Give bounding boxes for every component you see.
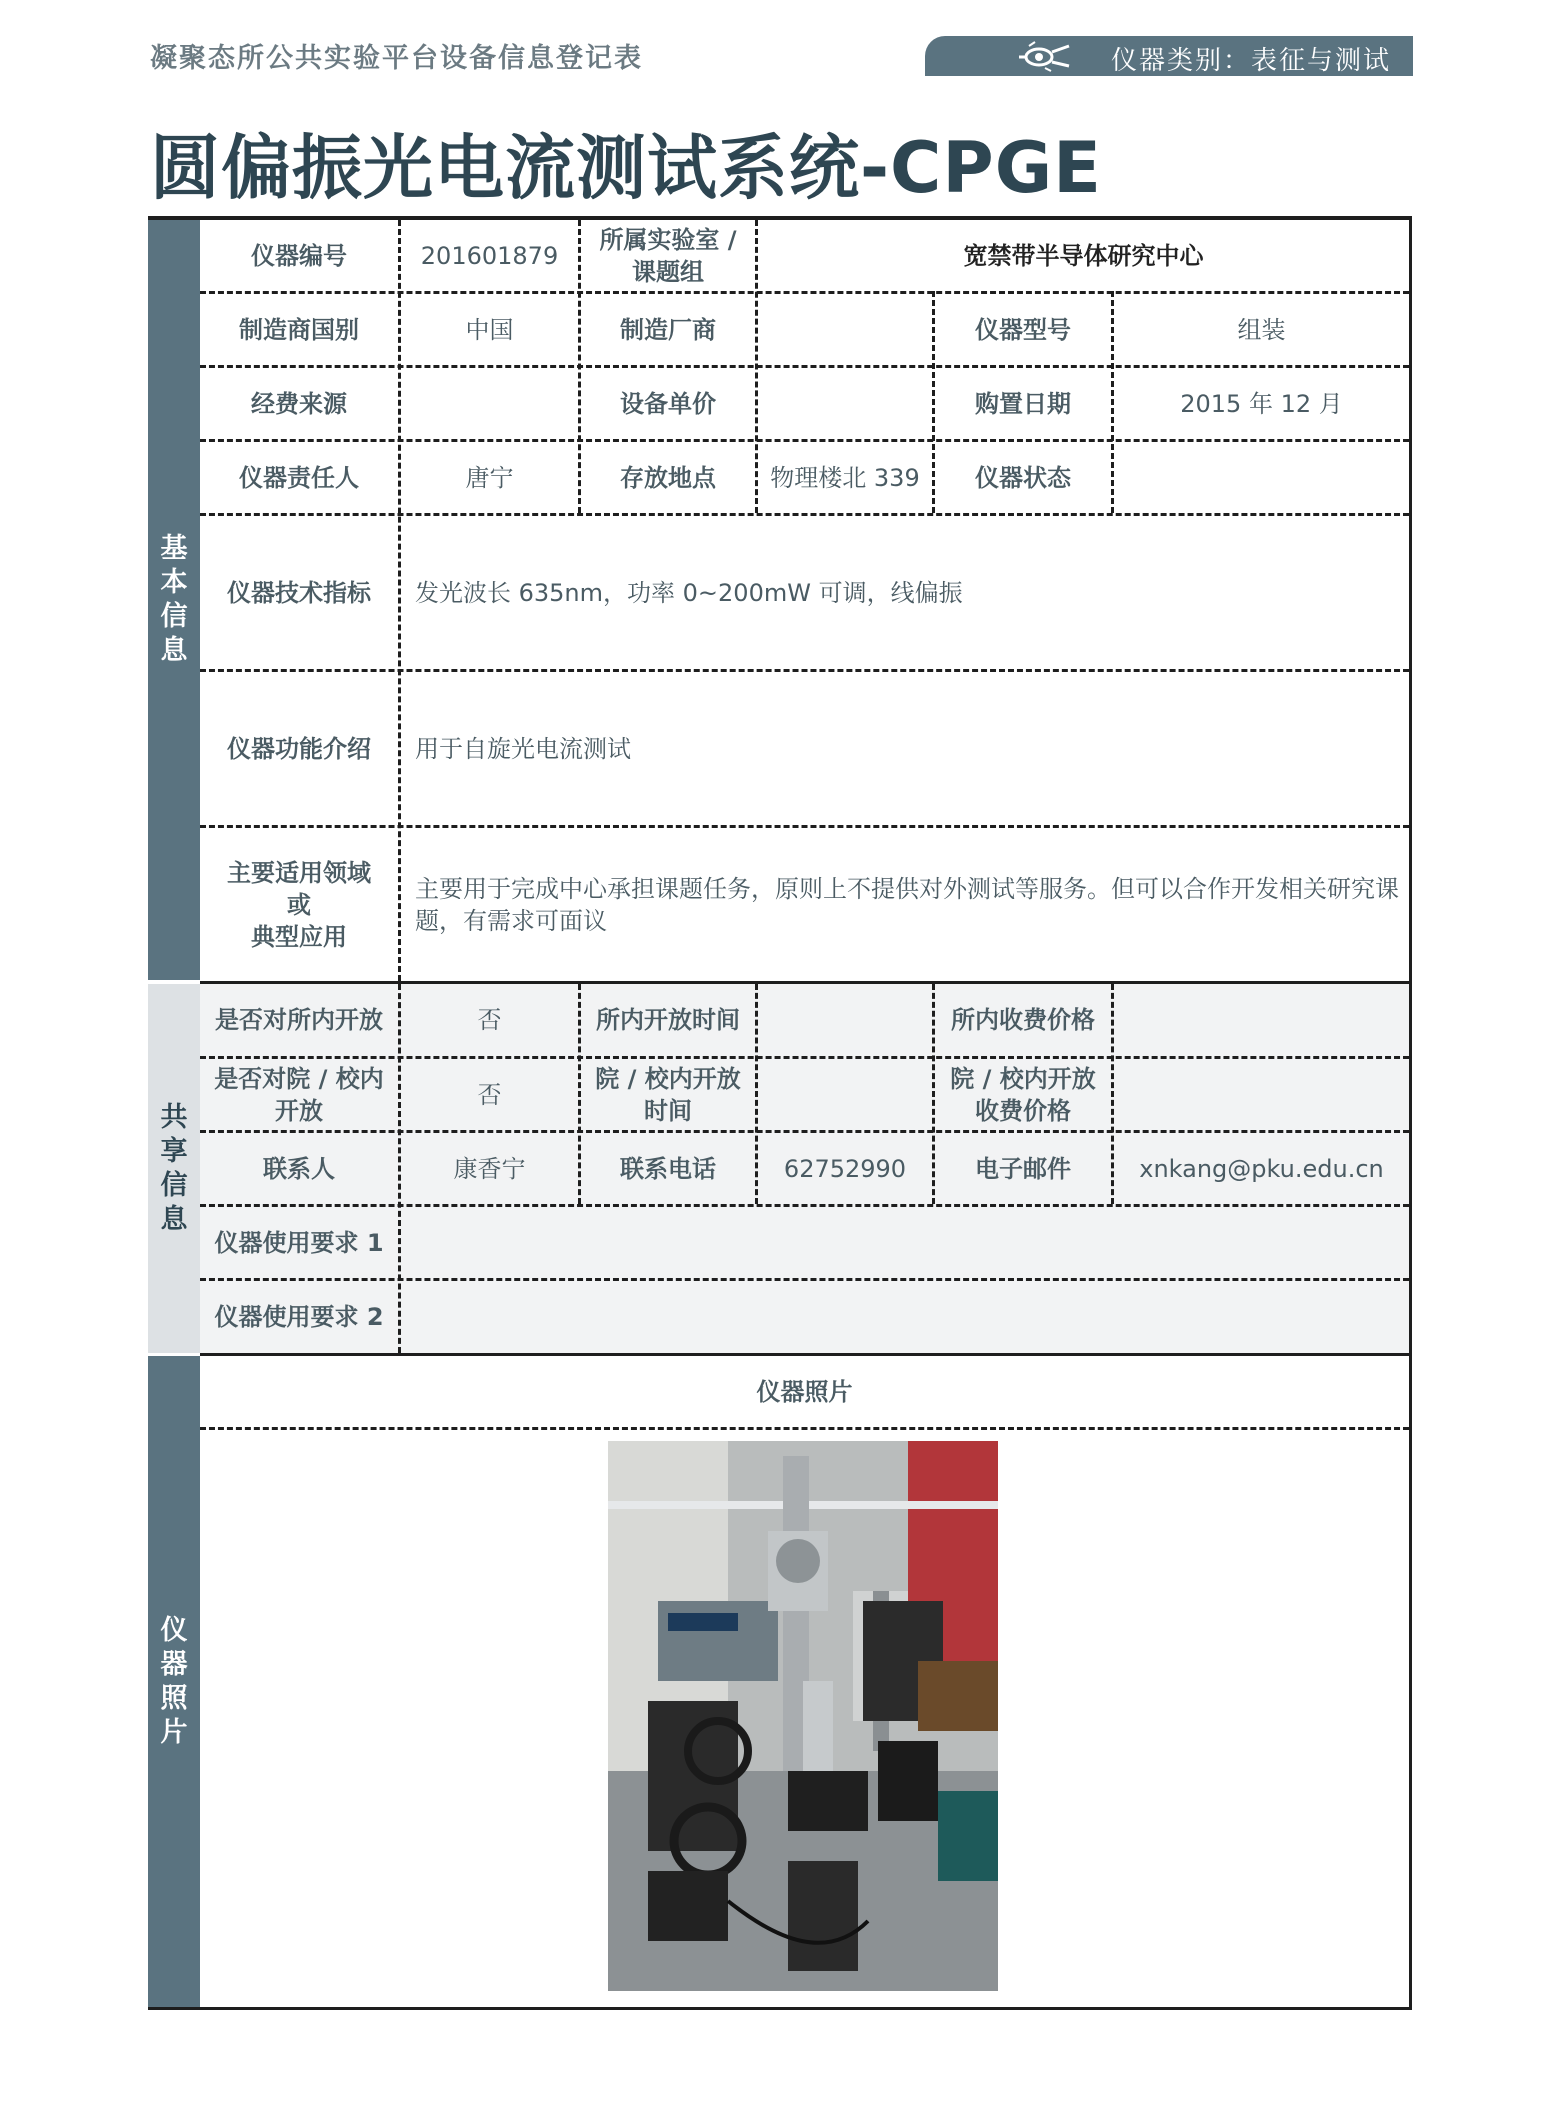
campus-fee-value bbox=[1114, 1059, 1409, 1130]
fund-source-label: 经费来源 bbox=[251, 389, 347, 418]
campus-time-label: 院 / 校内开放 时间 bbox=[595, 1064, 741, 1125]
email-label: 电子邮件 bbox=[975, 1154, 1071, 1183]
fund-source-value bbox=[401, 368, 578, 439]
section-basic-label: 基本信息 bbox=[148, 220, 200, 980]
table-bottom-border bbox=[148, 2007, 1412, 2010]
campus-open-value: 否 bbox=[477, 1080, 502, 1109]
instrument-icon bbox=[1015, 40, 1073, 72]
category-label: 仪器类别：表征与测试 bbox=[1110, 46, 1391, 76]
usage-requirement-2-label: 仪器使用要求 2 bbox=[214, 1303, 384, 1331]
unit-price-label: 设备单价 bbox=[620, 389, 716, 418]
usage-requirement-2-value bbox=[401, 1281, 1409, 1353]
section-share-label: 共享信息 bbox=[148, 984, 200, 1353]
page-title: 圆偏振光电流测试系统-CPGE bbox=[150, 127, 1103, 209]
inner-open-time-label: 所内开放时间 bbox=[596, 1006, 740, 1034]
owner-label: 仪器责任人 bbox=[239, 463, 359, 492]
campus-time-value bbox=[758, 1059, 932, 1130]
category-banner bbox=[925, 36, 1413, 76]
contact-label: 联系人 bbox=[263, 1154, 335, 1183]
status-label: 仪器状态 bbox=[975, 463, 1071, 492]
lab-label: 所属实验室 / 课题组 bbox=[599, 225, 737, 286]
model-value: 组装 bbox=[1237, 315, 1286, 344]
unit-price-value bbox=[758, 368, 932, 439]
maker-value bbox=[758, 294, 932, 365]
status-value bbox=[1114, 442, 1409, 513]
campus-open-label: 是否对院 / 校内 开放 bbox=[214, 1064, 384, 1125]
usage-requirement-1-value bbox=[401, 1207, 1409, 1278]
application-value: 主要用于完成中心承担课题任务，原则上不提供对外测试等服务。但可以合作开发相关研究课题，有需求可面议 bbox=[415, 874, 1399, 935]
application-label: 主要适用领域 或 典型应用 bbox=[227, 858, 371, 951]
tech-spec-value: 发光波长 635nm，功率 0~200mW 可调，线偏振 bbox=[415, 578, 963, 607]
location-value: 物理楼北 339 bbox=[770, 463, 920, 492]
function-label: 仪器功能介绍 bbox=[227, 734, 371, 763]
photo-header: 仪器照片 bbox=[756, 1377, 853, 1406]
section-photo-label: 仪器照片 bbox=[148, 1356, 200, 2007]
inner-open-value: 否 bbox=[477, 1006, 502, 1034]
purchase-date-label: 购置日期 bbox=[975, 389, 1071, 418]
tech-spec-label: 仪器技术指标 bbox=[227, 578, 371, 607]
inner-open-time-value bbox=[758, 984, 932, 1056]
phone-label: 联系电话 bbox=[620, 1154, 716, 1183]
campus-fee-label: 院 / 校内开放 收费价格 bbox=[950, 1064, 1096, 1125]
country-value: 中国 bbox=[465, 315, 514, 344]
table-right-border bbox=[1409, 216, 1412, 2010]
email-value: xnkang@pku.edu.cn bbox=[1139, 1154, 1384, 1183]
instrument-photo-illustration bbox=[608, 1441, 998, 1991]
instrument-id-value: 201601879 bbox=[420, 241, 559, 270]
inner-fee-label: 所内收费价格 bbox=[951, 1006, 1095, 1034]
phone-value: 62752990 bbox=[783, 1154, 907, 1183]
row-divider bbox=[200, 1427, 1409, 1430]
contact-value: 康香宁 bbox=[453, 1154, 526, 1183]
country-label: 制造商国别 bbox=[239, 315, 359, 344]
location-label: 存放地点 bbox=[620, 463, 716, 492]
inner-open-label: 是否对所内开放 bbox=[215, 1006, 383, 1034]
inner-fee-value bbox=[1114, 984, 1409, 1056]
purchase-date-value: 2015 年 12 月 bbox=[1180, 389, 1343, 418]
form-organization-title: 凝聚态所公共实验平台设备信息登记表 bbox=[150, 43, 643, 74]
instrument-id-label: 仪器编号 bbox=[251, 241, 347, 270]
model-label: 仪器型号 bbox=[975, 315, 1071, 344]
instrument-photo bbox=[608, 1441, 998, 1991]
usage-requirement-1-label: 仪器使用要求 1 bbox=[214, 1228, 384, 1257]
function-value: 用于自旋光电流测试 bbox=[415, 734, 631, 763]
owner-value: 唐宁 bbox=[465, 463, 514, 492]
maker-label: 制造厂商 bbox=[620, 315, 716, 344]
lab-value: 宽禁带半导体研究中心 bbox=[963, 241, 1204, 270]
